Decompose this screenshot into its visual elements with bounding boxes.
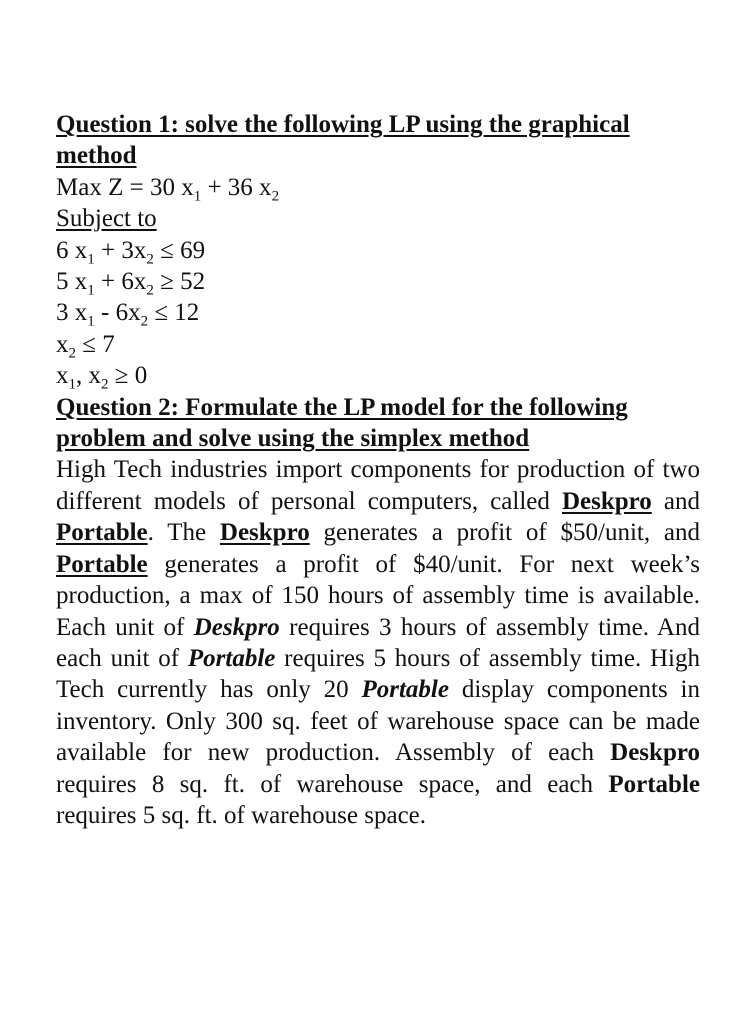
non-negativity-constraint: $x_1$, $x_2 \ge 0$	[56, 362, 148, 393]
problem-description: High Tech industries import components for production of two different models of personal computers, called Deskpro and Portable. The Deskpro generates a profit of $50/unit, and Portable generates a profit of $40/unit. For next week’s production, a max of 150 hours of assembly time is available. Each unit of Deskpro requires 3 hours of assembly time. And each unit of Portable requires 5 hours of assembly time. High Tech currently has only 20 Portable display components in inventory. Only 300 sq. feet of warehouse space can be made available for new production. Assembly of each Deskpro requires 8 sq. ft. of warehouse space, and each Portable requires 5 sq. ft. of warehouse space.	[56, 456, 700, 829]
constraint-2: 5 $x_1 + 6x_2 \ge 52$	[56, 268, 206, 299]
constraint-bound: $x_2 \le 7$	[56, 330, 115, 362]
question-1-title: Question 1: solve the following LP using the graphical method	[56, 111, 630, 170]
subject-to-label: Subject to	[56, 205, 157, 233]
constraint-1: 6 $x_1 + 3x_2 \le 69$	[56, 236, 206, 267]
question-2-title: Question 2: Formulate the LP model for the following problem and solve using the simplex method	[56, 393, 628, 453]
document-body	[56, 109, 700, 831]
objective-function: Max Z = 30 $x_1 + 36$ $x_2$	[56, 173, 280, 205]
constraint-3: 3 $x_1 - 6x_2 \le 12$	[56, 299, 200, 330]
